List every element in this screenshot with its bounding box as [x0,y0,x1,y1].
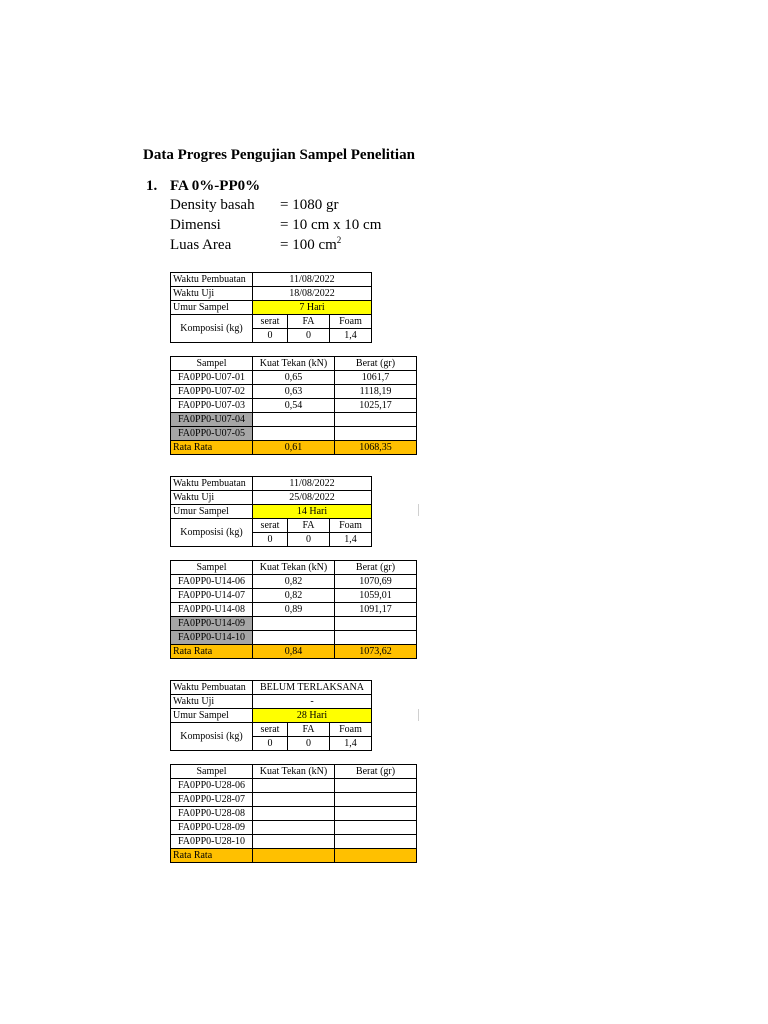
rata-rata-row [171,441,417,455]
info-table-7-hari [170,272,372,343]
waktu-uji-value: 25/08/2022 [253,491,372,505]
komposisi-serat-value: 0 [253,737,288,751]
table-row [171,385,417,399]
property-luas-area [170,235,381,255]
cell-kuat-tekan [253,835,335,849]
data-table-7-hari [170,356,417,455]
komposisi-foam-value: 1,4 [330,533,372,547]
cell-berat [335,413,417,427]
cell-kuat-tekan [253,413,335,427]
header-kuat-tekan: Kuat Tekan (kN) [253,357,335,371]
property-label: Density basah [170,197,255,213]
cell-kuat-tekan: 0,89 [253,603,335,617]
cell-berat: 1061,7 [335,371,417,385]
cell-sampel: FA0PP0-U14-10 [171,631,253,645]
cell-berat [335,835,417,849]
table-row [171,427,417,441]
cell-kuat-tekan [253,807,335,821]
umur-sampel-value: 28 Hari [253,709,372,723]
label-rata-rata: Rata Rata [171,441,253,455]
rata-rata-row [171,645,417,659]
header-berat: Berat (gr) [335,561,417,575]
cell-berat [335,793,417,807]
label-komposisi: Komposisi (kg) [171,315,253,343]
divider [418,709,419,721]
table-row [171,821,417,835]
property-value: = 100 cm [280,237,337,253]
item-name: FA 0%-PP0% [170,178,261,194]
cell-kuat-tekan: 0,82 [253,575,335,589]
table-row [171,631,417,645]
header-kuat-tekan: Kuat Tekan (kN) [253,765,335,779]
cell-berat: 1091,17 [335,603,417,617]
data-table-28-hari [170,764,417,863]
cell-kuat-tekan [253,821,335,835]
cell-sampel: FA0PP0-U28-10 [171,835,253,849]
label-umur-sampel: Umur Sampel [171,709,253,723]
table-row [171,793,417,807]
label-rata-rata: Rata Rata [171,849,253,863]
property-value: = 10 cm x 10 cm [280,217,382,233]
rata-rata-row [171,849,417,863]
label-waktu-pembuatan: Waktu Pembuatan [171,681,253,695]
cell-kuat-tekan: 0,82 [253,589,335,603]
komposisi-foam-header: Foam [330,315,372,329]
label-waktu-uji: Waktu Uji [171,287,253,301]
info-table-28-hari [170,680,372,751]
label-waktu-pembuatan: Waktu Pembuatan [171,273,253,287]
komposisi-foam-header: Foam [330,519,372,533]
cell-kuat-tekan: 0,54 [253,399,335,413]
cell-sampel: FA0PP0-U14-09 [171,617,253,631]
cell-berat [335,427,417,441]
table-row [171,807,417,821]
property-superscript: 2 [336,235,342,245]
cell-sampel: FA0PP0-U07-01 [171,371,253,385]
komposisi-fa-header: FA [288,723,330,737]
cell-berat: 1070,69 [335,575,417,589]
komposisi-serat-header: serat [253,519,288,533]
table-row [171,589,417,603]
header-sampel: Sampel [171,357,253,371]
label-umur-sampel: Umur Sampel [171,505,253,519]
property-dimensi [170,215,381,235]
cell-sampel: FA0PP0-U07-03 [171,399,253,413]
cell-sampel: FA0PP0-U14-08 [171,603,253,617]
waktu-uji-value: 18/08/2022 [253,287,372,301]
label-umur-sampel: Umur Sampel [171,301,253,315]
waktu-pembuatan-value: 11/08/2022 [253,477,372,491]
komposisi-fa-value: 0 [288,329,330,343]
komposisi-fa-header: FA [288,315,330,329]
cell-berat [335,807,417,821]
komposisi-serat-header: serat [253,723,288,737]
komposisi-fa-value: 0 [288,737,330,751]
waktu-pembuatan-value: BELUM TERLAKSANA [253,681,372,695]
table-row [171,835,417,849]
komposisi-serat-header: serat [253,315,288,329]
table-row [171,617,417,631]
cell-berat: 1118,19 [335,385,417,399]
table-row [171,779,417,793]
cell-berat [335,631,417,645]
rata-berat: 1068,35 [335,441,417,455]
label-waktu-uji: Waktu Uji [171,695,253,709]
cell-sampel: FA0PP0-U07-02 [171,385,253,399]
cell-sampel: FA0PP0-U07-05 [171,427,253,441]
item-number: 1. [146,178,158,194]
cell-sampel: FA0PP0-U07-04 [171,413,253,427]
property-value: = 1080 gr [280,197,339,213]
rata-kuat-tekan: 0,61 [253,441,335,455]
label-rata-rata: Rata Rata [171,645,253,659]
header-berat: Berat (gr) [335,357,417,371]
waktu-uji-value: - [253,695,372,709]
header-sampel: Sampel [171,561,253,575]
cell-sampel: FA0PP0-U28-07 [171,793,253,807]
cell-sampel: FA0PP0-U28-08 [171,807,253,821]
table-row [171,371,417,385]
cell-sampel: FA0PP0-U14-07 [171,589,253,603]
properties-list [170,195,381,255]
umur-sampel-value: 7 Hari [253,301,372,315]
komposisi-serat-value: 0 [253,533,288,547]
komposisi-foam-value: 1,4 [330,737,372,751]
label-waktu-pembuatan: Waktu Pembuatan [171,477,253,491]
komposisi-foam-value: 1,4 [330,329,372,343]
rata-berat [335,849,417,863]
cell-kuat-tekan [253,779,335,793]
info-table-14-hari [170,476,372,547]
header-sampel: Sampel [171,765,253,779]
cell-kuat-tekan [253,793,335,807]
komposisi-serat-value: 0 [253,329,288,343]
header-berat: Berat (gr) [335,765,417,779]
property-label: Dimensi [170,217,221,233]
komposisi-fa-header: FA [288,519,330,533]
cell-kuat-tekan: 0,63 [253,385,335,399]
cell-berat [335,821,417,835]
rata-berat: 1073,62 [335,645,417,659]
property-density [170,195,381,215]
item-heading [146,178,260,195]
cell-kuat-tekan: 0,65 [253,371,335,385]
table-row [171,399,417,413]
rata-kuat-tekan: 0,84 [253,645,335,659]
label-komposisi: Komposisi (kg) [171,723,253,751]
page-title: Data Progres Pengujian Sampel Penelitian [143,147,415,163]
komposisi-fa-value: 0 [288,533,330,547]
cell-kuat-tekan [253,427,335,441]
label-komposisi: Komposisi (kg) [171,519,253,547]
rata-kuat-tekan [253,849,335,863]
divider [418,504,419,516]
cell-kuat-tekan [253,631,335,645]
cell-kuat-tekan [253,617,335,631]
cell-berat [335,617,417,631]
cell-sampel: FA0PP0-U14-06 [171,575,253,589]
table-row [171,603,417,617]
data-table-14-hari [170,560,417,659]
komposisi-foam-header: Foam [330,723,372,737]
cell-berat [335,779,417,793]
property-label: Luas Area [170,237,232,253]
cell-sampel: FA0PP0-U28-09 [171,821,253,835]
header-kuat-tekan: Kuat Tekan (kN) [253,561,335,575]
waktu-pembuatan-value: 11/08/2022 [253,273,372,287]
cell-sampel: FA0PP0-U28-06 [171,779,253,793]
label-waktu-uji: Waktu Uji [171,491,253,505]
umur-sampel-value: 14 Hari [253,505,372,519]
table-row [171,575,417,589]
cell-berat: 1059,01 [335,589,417,603]
table-row [171,413,417,427]
cell-berat: 1025,17 [335,399,417,413]
